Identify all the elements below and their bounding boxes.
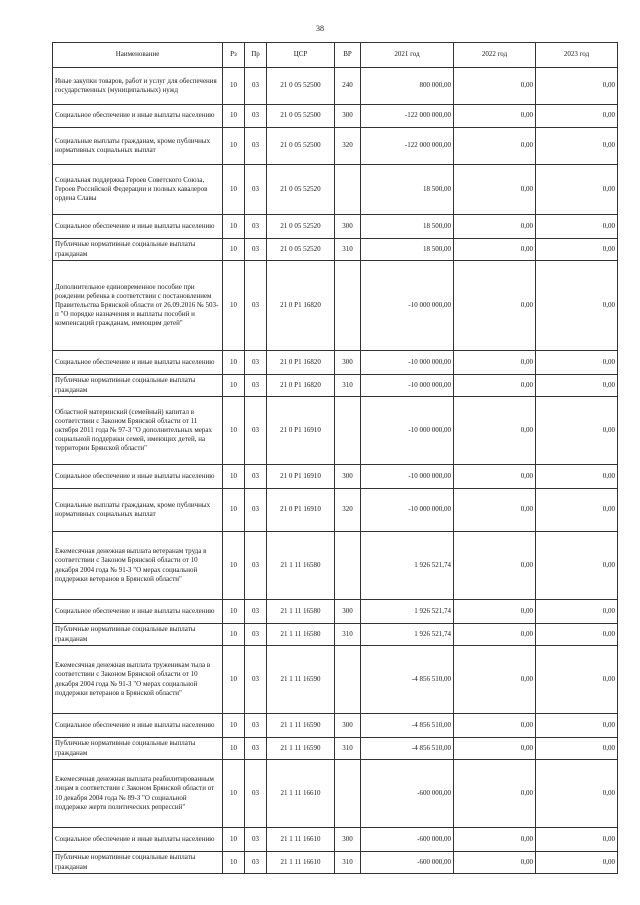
cell-name: Социальное обеспечение и иные выплаты населению (53, 714, 223, 738)
cell-y2022: 0,00 (454, 714, 536, 738)
header-2022: 2022 год (454, 43, 536, 68)
table-row (53, 489, 618, 532)
table-row (53, 760, 618, 828)
cell-vr: 320 (335, 489, 361, 532)
cell-y2023: 0,00 (536, 239, 618, 261)
cell-y2022: 0,00 (454, 852, 536, 874)
cell-y2021: 1 926 521,74 (361, 532, 454, 600)
cell-y2023: 0,00 (536, 828, 618, 852)
cell-pr: 03 (245, 489, 267, 532)
cell-y2021: -600 000,00 (361, 828, 454, 852)
table-row (53, 738, 618, 760)
cell-rz: 10 (223, 397, 245, 465)
cell-vr: 310 (335, 738, 361, 760)
cell-vr: 300 (335, 714, 361, 738)
cell-vr: 300 (335, 828, 361, 852)
header-rz: Рз (223, 43, 245, 68)
cell-vr: 310 (335, 239, 361, 261)
table-row (53, 351, 618, 375)
cell-y2022: 0,00 (454, 128, 536, 165)
cell-rz: 10 (223, 738, 245, 760)
cell-y2022: 0,00 (454, 261, 536, 351)
cell-y2023: 0,00 (536, 646, 618, 714)
table-row (53, 215, 618, 239)
cell-vr: 300 (335, 465, 361, 489)
cell-pr: 03 (245, 828, 267, 852)
table-row (53, 68, 618, 105)
cell-y2023: 0,00 (536, 105, 618, 128)
cell-y2023: 0,00 (536, 261, 618, 351)
cell-rz: 10 (223, 624, 245, 646)
cell-rz: 10 (223, 261, 245, 351)
cell-pr: 03 (245, 714, 267, 738)
cell-rz: 10 (223, 489, 245, 532)
cell-y2022: 0,00 (454, 165, 536, 215)
table-row (53, 532, 618, 600)
cell-csr: 21 0 P1 16820 (267, 261, 335, 351)
cell-csr: 21 0 05 52500 (267, 68, 335, 105)
cell-name: Социальное обеспечение и иные выплаты населению (53, 215, 223, 239)
cell-rz: 10 (223, 165, 245, 215)
table-row (53, 397, 618, 465)
table-row (53, 828, 618, 852)
cell-vr (335, 261, 361, 351)
header-csr: ЦСР (267, 43, 335, 68)
cell-y2022: 0,00 (454, 532, 536, 600)
cell-y2021: -10 000 000,00 (361, 351, 454, 375)
cell-pr: 03 (245, 852, 267, 874)
cell-name: Социальное обеспечение и иные выплаты населению (53, 351, 223, 375)
cell-y2022: 0,00 (454, 828, 536, 852)
cell-vr: 300 (335, 600, 361, 624)
cell-y2022: 0,00 (454, 624, 536, 646)
cell-vr (335, 760, 361, 828)
cell-vr: 310 (335, 624, 361, 646)
cell-y2022: 0,00 (454, 738, 536, 760)
cell-rz: 10 (223, 532, 245, 600)
cell-y2021: 1 926 521,74 (361, 624, 454, 646)
cell-csr: 21 1 11 16580 (267, 532, 335, 600)
table-row (53, 714, 618, 738)
table-row (53, 261, 618, 351)
cell-y2022: 0,00 (454, 105, 536, 128)
cell-rz: 10 (223, 239, 245, 261)
cell-vr: 300 (335, 351, 361, 375)
cell-pr: 03 (245, 128, 267, 165)
cell-rz: 10 (223, 375, 245, 397)
table-row (53, 646, 618, 714)
cell-y2021: 18 500,00 (361, 165, 454, 215)
cell-y2021: -10 000 000,00 (361, 397, 454, 465)
table-row (53, 105, 618, 128)
cell-name: Ежемесячная денежная выплата труженикам тыла в соответствии с Законом Брянской области от 10 декабря 2004 года № 91-З "О мерах социальной поддержки ветеранов в Брянской области" (53, 646, 223, 714)
cell-rz: 10 (223, 128, 245, 165)
cell-y2023: 0,00 (536, 714, 618, 738)
cell-name: Социальное обеспечение и иные выплаты населению (53, 828, 223, 852)
cell-name: Иные закупки товаров, работ и услуг для обеспечения государственных (муниципальных) нужд (53, 68, 223, 105)
table-row (53, 465, 618, 489)
cell-y2023: 0,00 (536, 397, 618, 465)
cell-y2023: 0,00 (536, 532, 618, 600)
cell-y2022: 0,00 (454, 239, 536, 261)
cell-csr: 21 0 P1 16910 (267, 465, 335, 489)
cell-rz: 10 (223, 852, 245, 874)
cell-y2021: -10 000 000,00 (361, 489, 454, 532)
cell-csr: 21 0 P1 16820 (267, 375, 335, 397)
budget-table (52, 42, 618, 874)
cell-rz: 10 (223, 760, 245, 828)
cell-name: Публичные нормативные социальные выплаты гражданам (53, 375, 223, 397)
cell-vr: 320 (335, 128, 361, 165)
cell-name: Социальное обеспечение и иные выплаты населению (53, 600, 223, 624)
cell-csr: 21 0 P1 16820 (267, 351, 335, 375)
cell-rz: 10 (223, 105, 245, 128)
cell-y2021: 800 000,00 (361, 68, 454, 105)
cell-vr: 300 (335, 105, 361, 128)
cell-pr: 03 (245, 105, 267, 128)
cell-csr: 21 1 11 16590 (267, 714, 335, 738)
cell-pr: 03 (245, 261, 267, 351)
cell-vr (335, 646, 361, 714)
cell-csr: 21 0 P1 16910 (267, 397, 335, 465)
cell-y2023: 0,00 (536, 465, 618, 489)
cell-rz: 10 (223, 828, 245, 852)
cell-name: Ежемесячная денежная выплата реабилитированным лицам в соответствии с Законом Брянской области от 10 декабря 2004 года № 89-З "О социальной поддержке жертв политических репрессий" (53, 760, 223, 828)
cell-y2023: 0,00 (536, 68, 618, 105)
cell-name: Публичные нормативные социальные выплаты гражданам (53, 852, 223, 874)
cell-y2023: 0,00 (536, 128, 618, 165)
cell-y2022: 0,00 (454, 375, 536, 397)
cell-y2023: 0,00 (536, 738, 618, 760)
cell-vr (335, 165, 361, 215)
cell-y2022: 0,00 (454, 646, 536, 714)
cell-y2022: 0,00 (454, 489, 536, 532)
cell-y2023: 0,00 (536, 624, 618, 646)
header-2023: 2023 год (536, 43, 618, 68)
cell-vr: 300 (335, 215, 361, 239)
cell-name: Областной материнский (семейный) капитал в соответствии с Законом Брянской области от 11 октября 2011 года № 97-З "О дополнительных мерах социальной поддержки семей, имеющих детей, на территории Брянской области" (53, 397, 223, 465)
cell-csr: 21 1 11 16590 (267, 646, 335, 714)
cell-pr: 03 (245, 351, 267, 375)
cell-pr: 03 (245, 165, 267, 215)
cell-csr: 21 1 11 16590 (267, 738, 335, 760)
cell-name: Социальное обеспечение и иные выплаты населению (53, 465, 223, 489)
cell-rz: 10 (223, 351, 245, 375)
cell-y2023: 0,00 (536, 489, 618, 532)
cell-csr: 21 0 05 52520 (267, 215, 335, 239)
table-row (53, 128, 618, 165)
cell-pr: 03 (245, 375, 267, 397)
table-row (53, 375, 618, 397)
cell-y2021: -4 856 510,00 (361, 738, 454, 760)
cell-pr: 03 (245, 68, 267, 105)
cell-csr: 21 1 11 16580 (267, 600, 335, 624)
header-name: Наименование (53, 43, 223, 68)
cell-y2023: 0,00 (536, 852, 618, 874)
cell-pr: 03 (245, 215, 267, 239)
cell-name: Социальные выплаты гражданам, кроме публичных нормативных социальных выплат (53, 128, 223, 165)
header-2021: 2021 год (361, 43, 454, 68)
cell-pr: 03 (245, 397, 267, 465)
cell-name: Социальные выплаты гражданам, кроме публичных нормативных социальных выплат (53, 489, 223, 532)
header-pr: Пр (245, 43, 267, 68)
cell-pr: 03 (245, 600, 267, 624)
cell-y2023: 0,00 (536, 760, 618, 828)
cell-pr: 03 (245, 738, 267, 760)
cell-y2021: -600 000,00 (361, 760, 454, 828)
cell-csr: 21 1 11 16610 (267, 852, 335, 874)
cell-vr (335, 397, 361, 465)
cell-y2021: -10 000 000,00 (361, 465, 454, 489)
table-row (53, 600, 618, 624)
cell-csr: 21 0 05 52520 (267, 165, 335, 215)
cell-csr: 21 1 11 16580 (267, 624, 335, 646)
cell-rz: 10 (223, 646, 245, 714)
cell-name: Публичные нормативные социальные выплаты гражданам (53, 239, 223, 261)
cell-csr: 21 1 11 16610 (267, 760, 335, 828)
cell-y2022: 0,00 (454, 351, 536, 375)
cell-y2021: -122 000 000,00 (361, 128, 454, 165)
cell-csr: 21 1 11 16610 (267, 828, 335, 852)
cell-y2023: 0,00 (536, 215, 618, 239)
cell-vr: 310 (335, 375, 361, 397)
cell-rz: 10 (223, 600, 245, 624)
cell-y2023: 0,00 (536, 600, 618, 624)
table-row (53, 165, 618, 215)
cell-pr: 03 (245, 465, 267, 489)
cell-vr: 310 (335, 852, 361, 874)
cell-y2023: 0,00 (536, 375, 618, 397)
cell-name: Публичные нормативные социальные выплаты гражданам (53, 624, 223, 646)
cell-y2022: 0,00 (454, 465, 536, 489)
cell-csr: 21 0 05 52500 (267, 105, 335, 128)
cell-y2021: -10 000 000,00 (361, 375, 454, 397)
cell-y2021: -122 000 000,00 (361, 105, 454, 128)
cell-y2021: 18 500,00 (361, 239, 454, 261)
cell-name: Дополнительное единовременное пособие при рождении ребенка в соответствии с постановлением Правительства Брянской области от 26.09.2016 № 503-п "О порядке назначения и выплаты пособий и компенсаций гражданам, имеющим детей" (53, 261, 223, 351)
cell-pr: 03 (245, 646, 267, 714)
cell-y2021: -4 856 510,00 (361, 646, 454, 714)
cell-csr: 21 0 05 52500 (267, 128, 335, 165)
cell-y2021: 18 500,00 (361, 215, 454, 239)
cell-y2021: -10 000 000,00 (361, 261, 454, 351)
cell-y2022: 0,00 (454, 600, 536, 624)
cell-name: Публичные нормативные социальные выплаты гражданам (53, 738, 223, 760)
cell-pr: 03 (245, 760, 267, 828)
cell-name: Социальная поддержка Героев Советского Союза, Героев Российской Федерации и полных кавалеров ордена Славы (53, 165, 223, 215)
cell-y2021: -4 856 510,00 (361, 714, 454, 738)
cell-name: Ежемесячная денежная выплата ветеранам труда в соответствии с Законом Брянской области от 10 декабря 2004 года № 91-З "О мерах социальной поддержки ветеранов в Брянской области" (53, 532, 223, 600)
cell-y2022: 0,00 (454, 760, 536, 828)
cell-csr: 21 0 05 52520 (267, 239, 335, 261)
cell-y2023: 0,00 (536, 351, 618, 375)
cell-rz: 10 (223, 68, 245, 105)
cell-pr: 03 (245, 532, 267, 600)
cell-y2021: -600 000,00 (361, 852, 454, 874)
header-vr: ВР (335, 43, 361, 68)
cell-pr: 03 (245, 624, 267, 646)
cell-y2023: 0,00 (536, 165, 618, 215)
cell-rz: 10 (223, 714, 245, 738)
table-row (53, 239, 618, 261)
cell-y2022: 0,00 (454, 68, 536, 105)
table-row (53, 624, 618, 646)
cell-rz: 10 (223, 215, 245, 239)
cell-pr: 03 (245, 239, 267, 261)
cell-name: Социальное обеспечение и иные выплаты населению (53, 105, 223, 128)
cell-y2022: 0,00 (454, 215, 536, 239)
table-row (53, 852, 618, 874)
cell-y2021: 1 926 521,74 (361, 600, 454, 624)
cell-csr: 21 0 P1 16910 (267, 489, 335, 532)
table-header-row (53, 43, 618, 68)
cell-vr (335, 532, 361, 600)
cell-rz: 10 (223, 465, 245, 489)
cell-vr: 240 (335, 68, 361, 105)
cell-y2022: 0,00 (454, 397, 536, 465)
page-number: 38 (316, 24, 324, 33)
